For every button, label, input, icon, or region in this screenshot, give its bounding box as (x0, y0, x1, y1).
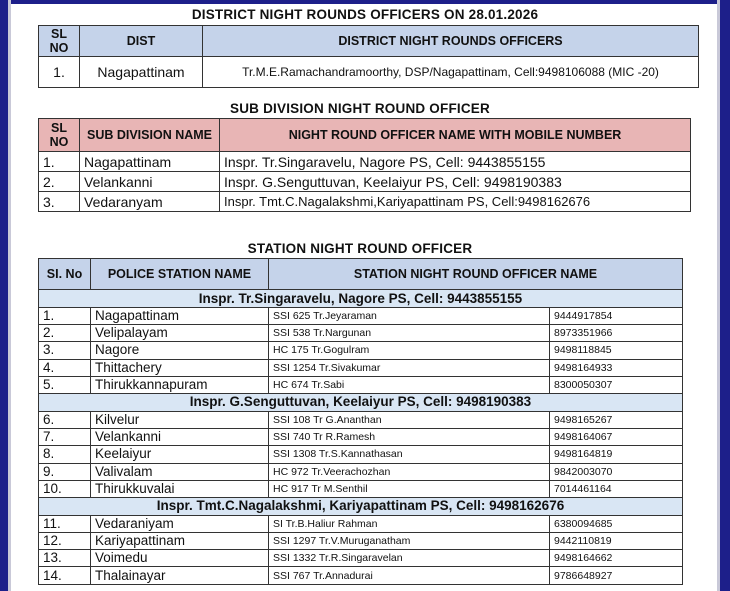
table-row (39, 376, 683, 393)
table-row (39, 172, 691, 192)
page-border-left-inner (8, 0, 11, 591)
station-cell: Nagore (91, 342, 269, 359)
station-cell: Thirukkuvalai (91, 480, 269, 497)
sl-cell: 9. (39, 463, 91, 480)
officer-cell: SSI 740 Tr R.Ramesh (269, 429, 550, 446)
dist-cell: Nagapattinam (80, 57, 203, 88)
subdivision-table (38, 118, 691, 212)
district-table (38, 25, 699, 88)
officer-cell: Inspr. G.Senguttuvan, Keelaiyur PS, Cell: 9498190383 (220, 172, 691, 192)
station-header-row (39, 259, 683, 290)
sl-cell: 1. (39, 308, 91, 325)
phone-cell: 9444917854 (550, 308, 683, 325)
sl-cell: 7. (39, 429, 91, 446)
station-cell: Thalainayar (91, 567, 269, 584)
table-row (39, 308, 683, 325)
sl-cell: 12. (39, 533, 91, 550)
sl-cell: 3. (39, 342, 91, 359)
page-border-right-inner (717, 0, 720, 591)
officer-cell: HC 917 Tr M.Senthil (269, 480, 550, 497)
sl-cell: 11. (39, 515, 91, 532)
sl-cell: 10. (39, 480, 91, 497)
officer-cell: HC 972 Tr.Veerachozhan (269, 463, 550, 480)
phone-cell: 9498164662 (550, 550, 683, 567)
sl-cell: 2. (39, 325, 91, 342)
officer-cell: SI Tr.B.Haliur Rahman (269, 515, 550, 532)
officer-cell: SSI 1308 Tr.S.Kannathasan (269, 446, 550, 463)
col-header-sl: SL NO (39, 26, 80, 57)
page-border-top (0, 0, 730, 4)
station-cell: Nagapattinam (91, 308, 269, 325)
table-row (39, 567, 683, 584)
table-row (39, 533, 683, 550)
officer-cell: SSI 767 Tr.Annadurai (269, 567, 550, 584)
station-cell: Kariyapattinam (91, 533, 269, 550)
officer-cell: SSI 1332 Tr.R.Singaravelan (269, 550, 550, 567)
col-header-officer: NIGHT ROUND OFFICER NAME WITH MOBILE NUMBER (220, 119, 691, 152)
station-cell: Vedaraniyam (91, 515, 269, 532)
table-row (39, 550, 683, 567)
phone-cell: 9442110819 (550, 533, 683, 550)
phone-cell: 9498164933 (550, 359, 683, 376)
table-row (39, 192, 691, 212)
phone-cell: 9842003070 (550, 463, 683, 480)
page-border-right (720, 0, 730, 591)
station-cell: Thittachery (91, 359, 269, 376)
phone-cell: 9498118845 (550, 342, 683, 359)
officer-cell: SSI 108 Tr G.Ananthan (269, 411, 550, 428)
subdivision-heading: SUB DIVISION NIGHT ROUND OFFICER (230, 101, 490, 116)
subdivision-cell: Vedaranyam (80, 192, 220, 212)
station-cell: Kilvelur (91, 411, 269, 428)
sl-cell: 3. (39, 192, 80, 212)
table-row (39, 480, 683, 497)
table-row (39, 359, 683, 376)
table-row (39, 57, 699, 88)
station-cell: Velipalayam (91, 325, 269, 342)
table-row (39, 429, 683, 446)
col-header-station: POLICE STATION NAME (91, 259, 269, 290)
col-header-sl: SL NO (39, 119, 80, 152)
table-row (39, 515, 683, 532)
station-table (38, 258, 683, 585)
station-cell: Voimedu (91, 550, 269, 567)
group-title: Inspr. Tr.Singaravelu, Nagore PS, Cell: 9443855155 (39, 290, 683, 308)
officer-cell: HC 674 Tr.Sabi (269, 376, 550, 393)
phone-cell: 6380094685 (550, 515, 683, 532)
table-row (39, 411, 683, 428)
officer-cell: SSI 1297 Tr.V.Muruganatham (269, 533, 550, 550)
sl-cell: 1. (39, 57, 80, 88)
station-cell: Valivalam (91, 463, 269, 480)
table-row (39, 342, 683, 359)
sl-cell: 6. (39, 411, 91, 428)
table-row (39, 446, 683, 463)
col-header-subdivision: SUB DIVISION NAME (80, 119, 220, 152)
station-heading: STATION NIGHT ROUND OFFICER (247, 241, 473, 256)
group-header-row (39, 393, 683, 411)
subdivision-cell: Velankanni (80, 172, 220, 192)
sl-cell: 4. (39, 359, 91, 376)
district-heading: DISTRICT NIGHT ROUNDS OFFICERS ON 28.01.2026 (191, 7, 539, 22)
phone-cell: 9498164819 (550, 446, 683, 463)
officer-cell: SSI 1254 Tr.Sivakumar (269, 359, 550, 376)
group-title: Inspr. Tmt.C.Nagalakshmi, Kariyapattinam PS, Cell: 9498162676 (39, 497, 683, 515)
phone-cell: 8973351966 (550, 325, 683, 342)
subdivision-header-row (39, 119, 691, 152)
officer-cell: Inspr. Tmt.C.Nagalakshmi,Kariyapattinam PS, Cell:9498162676 (220, 192, 691, 212)
sl-cell: 1. (39, 152, 80, 172)
officer-cell: Inspr. Tr.Singaravelu, Nagore PS, Cell: 9443855155 (220, 152, 691, 172)
col-header-dist: DIST (80, 26, 203, 57)
officer-cell: SSI 538 Tr.Nargunan (269, 325, 550, 342)
col-header-officers: DISTRICT NIGHT ROUNDS OFFICERS (203, 26, 699, 57)
phone-cell: 9498165267 (550, 411, 683, 428)
sl-cell: 8. (39, 446, 91, 463)
group-header-row (39, 290, 683, 308)
phone-cell: 8300050307 (550, 376, 683, 393)
col-header-officer: STATION NIGHT ROUND OFFICER NAME (269, 259, 683, 290)
officer-cell: Tr.M.E.Ramachandramoorthy, DSP/Nagapattinam, Cell:9498106088 (MIC -20) (203, 57, 699, 88)
sl-cell: 14. (39, 567, 91, 584)
col-header-sl: SI. No (39, 259, 91, 290)
officer-cell: SSI 625 Tr.Jeyaraman (269, 308, 550, 325)
officer-cell: HC 175 Tr.Gogulram (269, 342, 550, 359)
page-border-left (0, 0, 8, 591)
sl-cell: 2. (39, 172, 80, 192)
table-row (39, 325, 683, 342)
group-header-row (39, 497, 683, 515)
station-cell: Velankanni (91, 429, 269, 446)
station-cell: Thirukkannapuram (91, 376, 269, 393)
phone-cell: 9498164067 (550, 429, 683, 446)
group-title: Inspr. G.Senguttuvan, Keelaiyur PS, Cell: 9498190383 (39, 393, 683, 411)
table-row (39, 463, 683, 480)
phone-cell: 7014461164 (550, 480, 683, 497)
station-cell: Keelaiyur (91, 446, 269, 463)
sl-cell: 5. (39, 376, 91, 393)
subdivision-cell: Nagapattinam (80, 152, 220, 172)
sl-cell: 13. (39, 550, 91, 567)
district-header-row (39, 26, 699, 57)
phone-cell: 9786648927 (550, 567, 683, 584)
table-row (39, 152, 691, 172)
